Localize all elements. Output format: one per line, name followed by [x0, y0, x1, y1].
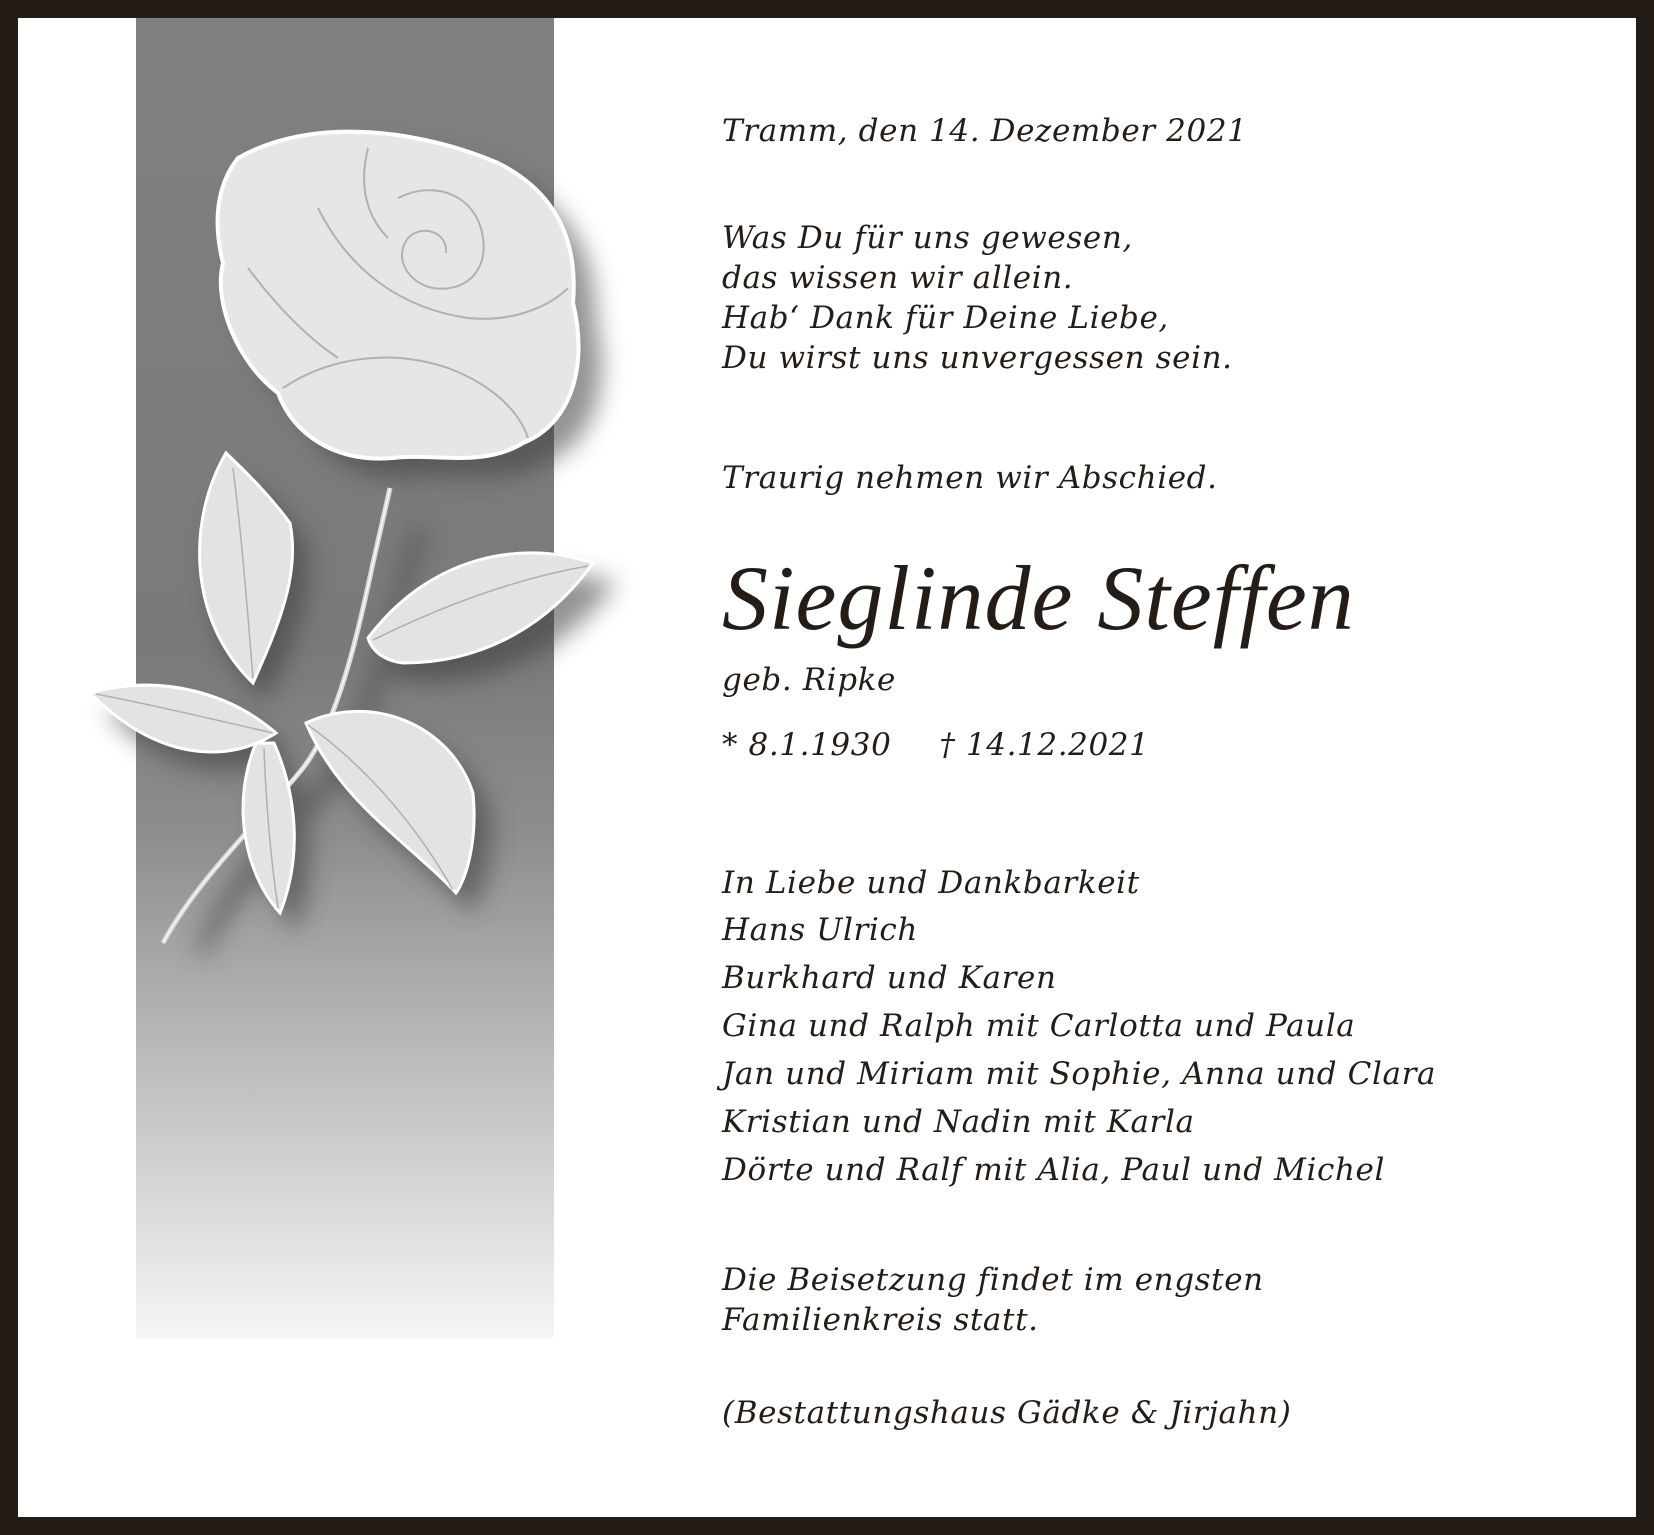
deceased-name: Sieglinde Steffen: [722, 547, 1355, 649]
mourner-entry: Hans Ulrich: [722, 912, 918, 948]
life-dates: [722, 725, 1149, 765]
farewell-line: Traurig nehmen wir Abschied.: [722, 460, 1218, 496]
mourner-entry: Gina und Ralph mit Carlotta und Paula: [722, 1008, 1356, 1044]
poem-line: Hab‘ Dank für Deine Liebe,: [722, 300, 1169, 336]
rose-illustration: [68, 108, 628, 1008]
burial-note: [722, 1260, 1264, 1340]
mourner-entry: Dörte und Ralf mit Alia, Paul und Michel: [722, 1152, 1385, 1188]
birth-date: * 8.1.1930: [722, 727, 892, 763]
poem-line: Was Du für uns gewesen,: [722, 220, 1133, 256]
burial-line: Familienkreis statt.: [722, 1302, 1039, 1338]
burial-line: Die Beisetzung findet im engsten: [722, 1262, 1264, 1298]
mourner-entry: Jan und Miriam mit Sophie, Anna und Clara: [722, 1056, 1437, 1092]
mourners-intro: In Liebe und Dankbarkeit: [722, 865, 1140, 901]
mourners-list: [722, 906, 1436, 1194]
maiden-name: geb. Ripke: [722, 662, 896, 698]
place-date: Tramm, den 14. Dezember 2021: [722, 113, 1248, 149]
death-date: † 14.12.2021: [939, 727, 1150, 763]
poem: [722, 218, 1233, 378]
poem-line: Du wirst uns unvergessen sein.: [722, 340, 1233, 376]
mourner-entry: Kristian und Nadin mit Karla: [722, 1104, 1195, 1140]
poem-line: das wissen wir allein.: [722, 260, 1074, 296]
funeral-home: (Bestattungshaus Gädke & Jirjahn): [722, 1395, 1292, 1431]
mourner-entry: Burkhard und Karen: [722, 960, 1057, 996]
